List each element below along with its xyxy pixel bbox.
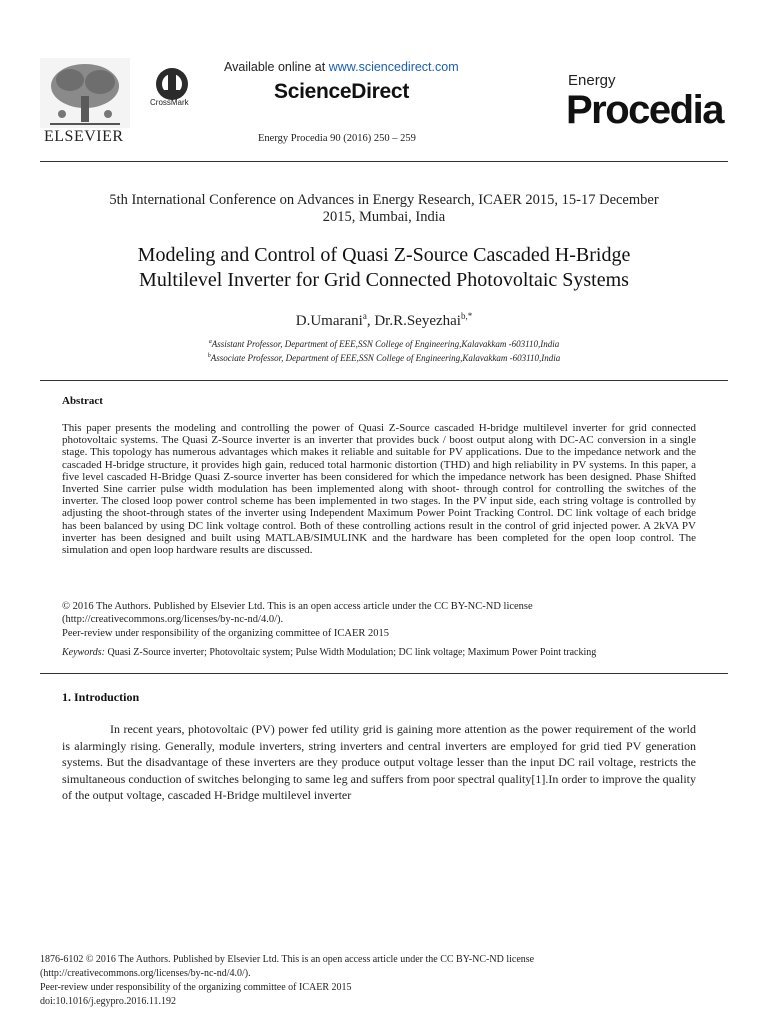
author-2-affil-mark: b,*: [460, 311, 473, 321]
introduction-text: In recent years, photovoltaic (PV) power fed utility grid is gaining more attention as the power requirement of the world is alarmingly rising. Generally, module inverters, string inverters and central inverters are employed for grid tied PV generation systems. But the disadvantage of these inverters are they produce output voltage lesser than the input DC rail voltage, restricts the simultaneous conduction of switches belonging to same leg and suffers from poor spectral quality[1].In order to improve the quality of the output voltage, cascaded H-Bridge multilevel inverter: [62, 722, 696, 803]
paper-title: [40, 243, 728, 293]
section-heading-introduction: 1. Introduction: [62, 690, 140, 704]
author-separator: ,: [366, 313, 375, 329]
journal-name: Procedia: [566, 88, 723, 132]
author-1: D.Umarani: [295, 313, 363, 329]
title-line-1: Modeling and Control of Quasi Z-Source Cascaded H-Bridge: [137, 244, 631, 266]
affiliation-b-text: Associate Professor, Department of EEE,SSN College of Engineering,Kalavakkam -603110,India: [210, 353, 561, 363]
license-line-1: © 2016 The Authors. Published by Elsevier Ltd. This is an open access article under the CC BY-NC-ND license: [62, 601, 533, 612]
sciencedirect-link[interactable]: www.sciencedirect.com: [328, 60, 459, 74]
keywords-label: Keywords:: [62, 647, 105, 658]
header-divider: [40, 161, 728, 162]
availability-prefix: Available online at: [224, 60, 329, 74]
affiliation-a: [40, 339, 728, 349]
keywords-divider: [40, 673, 728, 674]
affiliation-a-text: Assistant Professor, Department of EEE,SSN College of Engineering,Kalavakkam -603110,India: [211, 339, 560, 349]
footer-license-link[interactable]: (http://creativecommons.org/licenses/by-nc-nd/4.0/).: [40, 968, 251, 979]
footer-peer-review: Peer-review under responsibility of the organizing committee of ICAER 2015: [40, 982, 352, 993]
crossmark-label: CrossMark: [150, 98, 189, 107]
author-2: Dr.R.Seyezhai: [374, 313, 461, 329]
availability-line: [224, 60, 459, 74]
affiliation-a-mark: a: [208, 339, 212, 345]
conference-line-2: 2015, Mumbai, India: [322, 209, 446, 225]
footer-doi[interactable]: doi:10.1016/j.egypro.2016.11.192: [40, 996, 177, 1007]
abstract-heading: Abstract: [62, 395, 103, 407]
affiliation-b-mark: b: [207, 353, 211, 359]
journal-citation: Energy Procedia 90 (2016) 250 – 259: [258, 133, 416, 144]
abstract-text: This paper presents the modeling and controlling the power of Quasi Z-Source cascaded H-bridge multilevel inverter for grid connected photovoltaic systems. The Quasi Z-Source inverter is an inverter that provides buck / boost output along with DC-AC conversion in a single stage. This topology has numerous advantages which makes it reliable and suitable for PV applications. Due to the impedance network and the cascaded H-bridge structure, it provides high gain, reduced total harmonic distortion (THD) and high reliability in PV systems. In this paper, a five level cascaded H-Bridge Quasi Z-source inverter has been considered for which the impedance network has been designed. Phase Shifted Inverted Sine carrier pulse width modulation has been implemented along with shoot- through control for controlling the switches of the inverter. The closed loop power control scheme has been implemented in two stages. In the PV input side, each string voltage is controlled by adjusting the shoot-through states of the inverter using Independent Maximum Power Point Tracking Control. DC link voltage of each bridge has been balanced by using DC link voltage control. Both of these controlling actions result in the control of grid injected power. A 2kVA PV inverter has been designed and built using MATLAB/SIMULINK and the hardware has been completed for the open loop control. The simulation and open loop hardware results are discussed.: [62, 422, 696, 557]
conference-info: [40, 192, 728, 226]
license-link[interactable]: (http://creativecommons.org/licenses/by-nc-nd/4.0/).: [62, 614, 284, 625]
conference-line-1: 5th International Conference on Advances in Energy Research, ICAER 2015, 15-17 December: [109, 192, 659, 208]
title-line-2: Multilevel Inverter for Grid Connected Photovoltaic Systems: [139, 269, 629, 291]
abstract-divider: [40, 380, 728, 381]
footer-copyright: 1876-6102 © 2016 The Authors. Published by Elsevier Ltd. This is an open access article under the CC BY-NC-ND license: [40, 954, 535, 965]
author-list: [40, 311, 728, 330]
affiliation-b: [40, 353, 728, 363]
author-1-affil-mark: a: [362, 311, 367, 321]
journal-kicker: Energy: [568, 72, 616, 89]
publisher-name: ELSEVIER: [44, 128, 124, 145]
keywords-list: Quasi Z-Source inverter; Photovoltaic system; Pulse Width Modulation; DC link voltage; Maximum Power Point tracking: [104, 647, 597, 658]
peer-review-note: Peer-review under responsibility of the organizing committee of ICAER 2015: [62, 628, 390, 639]
keywords: [62, 647, 596, 658]
sciencedirect-brand: ScienceDirect: [274, 80, 410, 103]
